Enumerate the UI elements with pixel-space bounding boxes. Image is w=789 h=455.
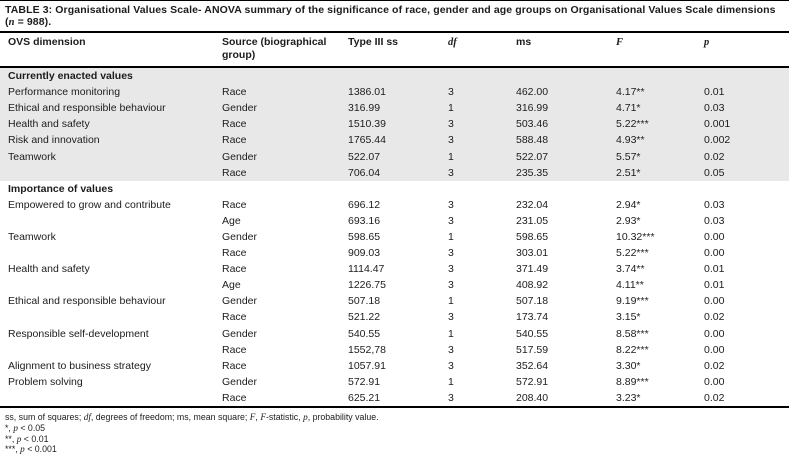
cell-F: 3.74** <box>616 263 645 276</box>
cell-ms: 408.92 <box>516 279 549 292</box>
cell-df: 3 <box>448 359 454 372</box>
table-body <box>0 68 789 408</box>
cell-df: 1 <box>448 295 454 308</box>
table-footnotes <box>0 408 789 455</box>
cell-df: 3 <box>448 166 454 179</box>
variable-symbol: p <box>13 422 18 433</box>
section-header: Importance of values <box>8 182 114 195</box>
cell-F: 2.94* <box>616 198 641 211</box>
cell-F: 3.30* <box>616 359 641 372</box>
cell-type3ss: 572.91 <box>348 375 381 388</box>
table-row <box>0 293 789 309</box>
cell-source: Race <box>222 118 247 131</box>
cell-type3ss: 540.55 <box>348 327 381 340</box>
cell-p: 0.01 <box>704 263 725 276</box>
cell-ms: 588.48 <box>516 134 549 147</box>
cell-dimension: Responsible self-development <box>8 327 149 340</box>
column-header-ms: ms <box>516 36 532 48</box>
variable-symbol: p <box>16 433 22 444</box>
cell-p: 0.00 <box>704 230 725 243</box>
text-part: < 0.05 <box>17 422 46 433</box>
column-header-dimension: OVS dimension <box>8 36 86 48</box>
cell-ms: 231.05 <box>516 214 549 227</box>
cell-type3ss: 1057.91 <box>348 359 386 372</box>
column-header-p: p <box>704 37 710 48</box>
footnote-sig-2 <box>5 434 785 445</box>
cell-type3ss: 507.18 <box>348 295 381 308</box>
cell-F: 4.17** <box>616 86 645 99</box>
footnote-sig-1 <box>5 423 785 434</box>
text-part: ***, <box>5 444 21 455</box>
cell-type3ss: 598.65 <box>348 230 381 243</box>
cell-ms: 572.91 <box>516 375 549 388</box>
cell-ms: 540.55 <box>516 327 549 340</box>
cell-df: 3 <box>448 134 454 147</box>
cell-p: 0.03 <box>704 214 725 227</box>
variable-symbol: F <box>260 411 266 422</box>
cell-F: 3.15* <box>616 311 641 324</box>
cell-ms: 208.40 <box>516 391 549 404</box>
cell-type3ss: 316.99 <box>348 102 381 115</box>
cell-p: 0.00 <box>704 327 725 340</box>
cell-dimension: Ethical and responsible behaviour <box>8 102 166 115</box>
cell-type3ss: 1226.75 <box>348 279 386 292</box>
cell-p: 0.05 <box>704 166 725 179</box>
cell-type3ss: 522.07 <box>348 150 381 163</box>
table-row <box>0 326 789 342</box>
cell-df: 1 <box>448 102 454 115</box>
table-row <box>0 148 789 164</box>
cell-dimension: Teamwork <box>8 230 56 243</box>
cell-p: 0.02 <box>704 150 725 163</box>
cell-F: 5.57* <box>616 150 641 163</box>
cell-p: 0.00 <box>704 295 725 308</box>
column-header-source: Source (biographical group) <box>222 36 327 61</box>
cell-df: 3 <box>448 279 454 292</box>
cell-ms: 235.35 <box>516 166 549 179</box>
cell-p: 0.00 <box>704 247 725 260</box>
variable-symbol: n <box>8 17 15 28</box>
cell-p: 0.03 <box>704 102 725 115</box>
cell-ms: 598.65 <box>516 230 549 243</box>
cell-df: 3 <box>448 311 454 324</box>
cell-type3ss: 909.03 <box>348 247 381 260</box>
cell-source: Race <box>222 359 247 372</box>
cell-ms: 173.74 <box>516 311 549 324</box>
table-row <box>0 132 789 148</box>
table-row <box>0 390 789 406</box>
table-row <box>0 229 789 245</box>
table-row <box>0 84 789 100</box>
table-row <box>0 277 789 293</box>
text-part: = 988). <box>14 16 52 28</box>
cell-source: Race <box>222 343 247 356</box>
cell-source: Gender <box>222 375 258 388</box>
cell-F: 4.71* <box>616 102 641 115</box>
cell-F: 2.51* <box>616 166 641 179</box>
cell-p: 0.02 <box>704 311 725 324</box>
cell-type3ss: 1386.01 <box>348 86 386 99</box>
cell-ms: 303.01 <box>516 247 549 260</box>
cell-ms: 462.00 <box>516 86 549 99</box>
cell-source: Gender <box>222 230 258 243</box>
section-header: Currently enacted values <box>8 70 133 83</box>
table-row <box>0 358 789 374</box>
cell-type3ss: 1765.44 <box>348 134 386 147</box>
text-part: *, <box>5 422 14 433</box>
cell-p: 0.02 <box>704 391 725 404</box>
cell-source: Race <box>222 311 247 324</box>
cell-ms: 232.04 <box>516 198 549 211</box>
cell-type3ss: 625.21 <box>348 391 381 404</box>
cell-p: 0.002 <box>704 134 731 147</box>
cell-source: Gender <box>222 327 258 340</box>
cell-F: 9.19*** <box>616 295 649 308</box>
cell-F: 4.93** <box>616 134 645 147</box>
cell-F: 8.58*** <box>616 327 649 340</box>
cell-dimension: Performance monitoring <box>8 86 121 99</box>
cell-F: 5.22*** <box>616 118 649 131</box>
cell-ms: 503.46 <box>516 118 549 131</box>
variable-symbol: F <box>249 411 256 422</box>
cell-source: Age <box>222 279 241 292</box>
cell-type3ss: 1552,78 <box>348 343 386 356</box>
cell-df: 3 <box>448 118 454 131</box>
cell-df: 3 <box>448 86 454 99</box>
cell-source: Gender <box>222 102 258 115</box>
cell-type3ss: 1114.47 <box>348 263 385 276</box>
table-section <box>0 181 789 406</box>
cell-ms: 522.07 <box>516 150 549 163</box>
anova-table <box>0 33 789 408</box>
cell-F: 2.93* <box>616 214 641 227</box>
text-part: , probability value. <box>307 411 379 422</box>
cell-F: 10.32*** <box>616 230 655 243</box>
table-section <box>0 68 789 181</box>
cell-ms: 316.99 <box>516 102 549 115</box>
cell-df: 3 <box>448 247 454 260</box>
cell-p: 0.02 <box>704 359 725 372</box>
cell-df: 3 <box>448 214 454 227</box>
cell-source: Race <box>222 263 247 276</box>
table-title <box>0 0 789 33</box>
text-part: TABLE 3: Organisational Values Scale- ANOVA summary of the significance of race, gender and age groups on Organisational Values Scale dimensions ( <box>5 4 776 28</box>
cell-source: Age <box>222 214 241 227</box>
cell-source: Gender <box>222 150 258 163</box>
cell-F: 4.11** <box>616 279 644 292</box>
table-row <box>0 245 789 261</box>
cell-source: Race <box>222 166 247 179</box>
cell-p: 0.03 <box>704 198 725 211</box>
cell-dimension: Health and safety <box>8 263 90 276</box>
table-row <box>0 197 789 213</box>
cell-source: Race <box>222 247 247 260</box>
cell-source: Race <box>222 391 247 404</box>
column-header-type3ss: Type III ss <box>348 36 398 48</box>
cell-df: 3 <box>448 391 454 404</box>
cell-source: Race <box>222 86 247 99</box>
cell-dimension: Ethical and responsible behaviour <box>8 295 166 308</box>
cell-source: Race <box>222 134 247 147</box>
cell-df: 1 <box>448 230 454 243</box>
cell-ms: 507.18 <box>516 295 549 308</box>
cell-p: 0.001 <box>704 118 731 131</box>
table-row <box>0 342 789 358</box>
cell-type3ss: 693.16 <box>348 214 381 227</box>
table-row <box>0 309 789 325</box>
cell-dimension: Teamwork <box>8 150 56 163</box>
cell-dimension: Empowered to grow and contribute <box>8 198 171 211</box>
column-header-df: df <box>448 37 457 48</box>
cell-df: 3 <box>448 263 454 276</box>
variable-symbol: p <box>303 411 308 422</box>
cell-df: 1 <box>448 375 454 388</box>
text-part: -statistic, <box>265 411 304 422</box>
cell-ms: 371.49 <box>516 263 549 276</box>
cell-F: 5.22*** <box>616 247 649 260</box>
cell-df: 1 <box>448 150 454 163</box>
table-header-row <box>0 33 789 68</box>
table-row <box>0 100 789 116</box>
variable-symbol: df <box>83 411 91 422</box>
cell-p: 0.01 <box>704 86 725 99</box>
cell-dimension: Risk and innovation <box>8 134 100 147</box>
cell-p: 0.01 <box>704 279 725 292</box>
table-row <box>0 261 789 277</box>
cell-p: 0.00 <box>704 343 725 356</box>
cell-F: 8.22*** <box>616 343 649 356</box>
cell-type3ss: 696.12 <box>348 198 381 211</box>
cell-ms: 352.64 <box>516 359 549 372</box>
cell-type3ss: 706.04 <box>348 166 381 179</box>
cell-ms: 517.59 <box>516 343 549 356</box>
cell-dimension: Alignment to business strategy <box>8 359 151 372</box>
cell-type3ss: 1510.39 <box>348 118 386 131</box>
variable-symbol: p <box>20 444 25 455</box>
table-row <box>0 165 789 181</box>
cell-df: 3 <box>448 343 454 356</box>
cell-df: 1 <box>448 327 454 340</box>
text-part: < 0.001 <box>24 444 57 455</box>
text-part: ss, sum of squares; <box>5 411 84 422</box>
cell-dimension: Problem solving <box>8 375 83 388</box>
cell-df: 3 <box>448 198 454 211</box>
cell-dimension: Health and safety <box>8 118 90 131</box>
column-header-F: F <box>616 37 624 48</box>
text-part: **, <box>5 433 17 444</box>
text-part: , <box>255 411 261 422</box>
cell-F: 8.89*** <box>616 375 649 388</box>
cell-source: Gender <box>222 295 258 308</box>
cell-source: Race <box>222 198 247 211</box>
table-row <box>0 374 789 390</box>
cell-type3ss: 521.22 <box>348 311 381 324</box>
cell-p: 0.00 <box>704 375 725 388</box>
text-part: , degrees of freedom; ms, mean square; <box>90 411 250 422</box>
cell-F: 3.23* <box>616 391 641 404</box>
table-row <box>0 213 789 229</box>
footnote-abbreviations <box>5 412 785 423</box>
table-row <box>0 116 789 132</box>
footnote-sig-3 <box>5 444 785 455</box>
text-part: < 0.01 <box>21 433 49 444</box>
